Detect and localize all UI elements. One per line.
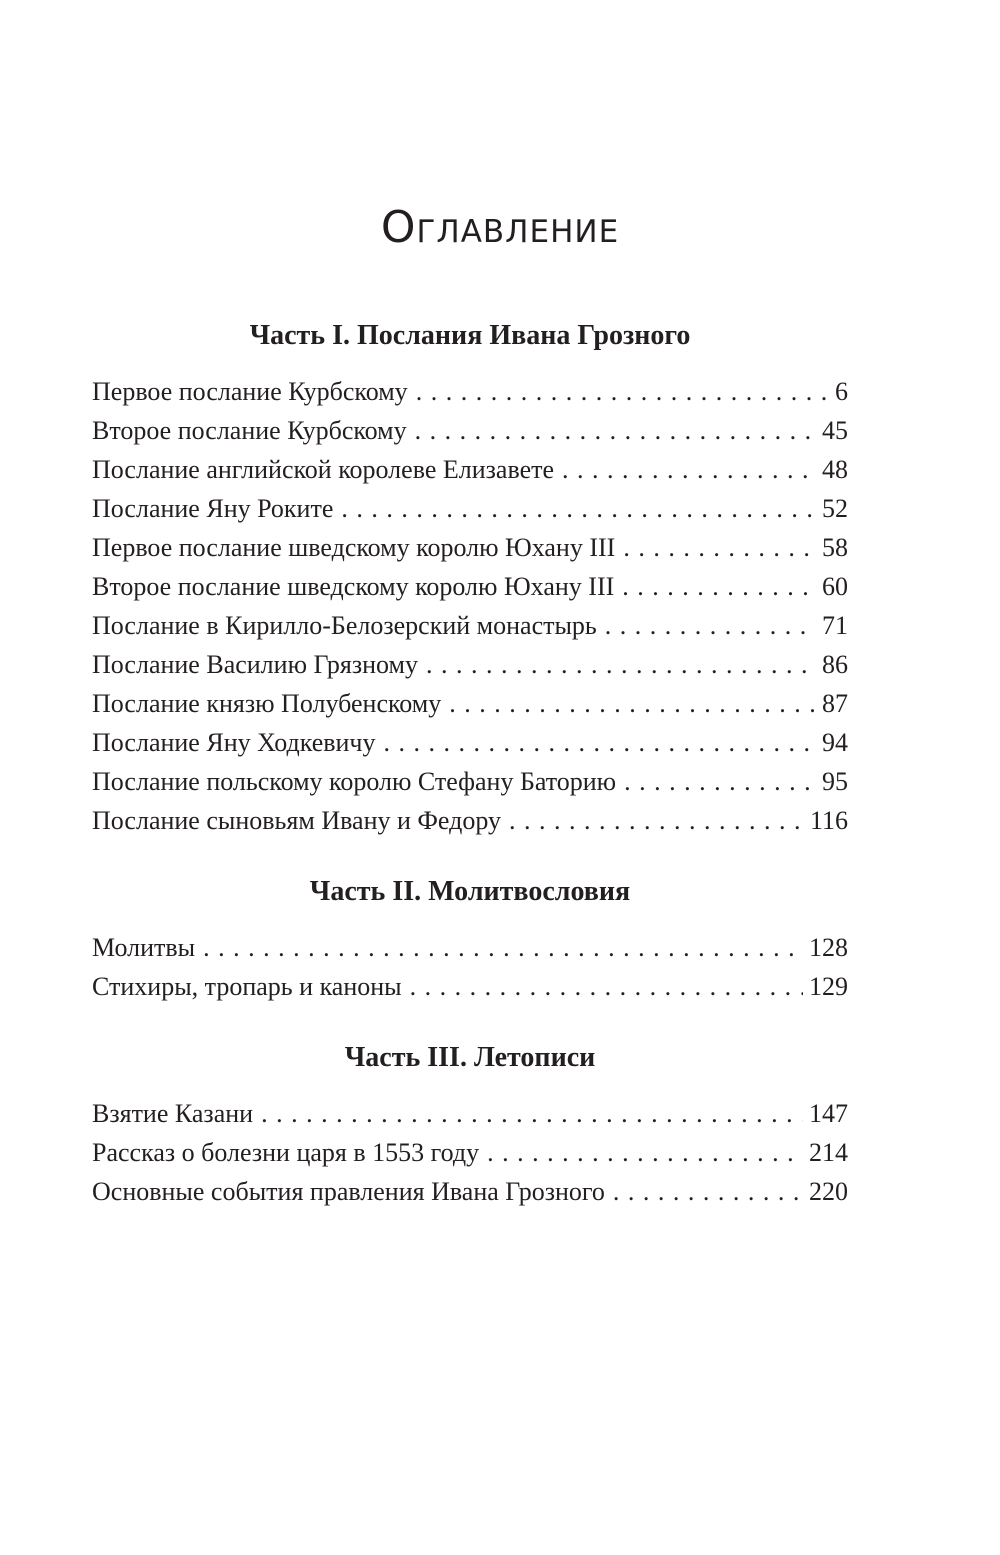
leader-dots (203, 928, 803, 967)
entry-page-number: 94 (822, 728, 848, 757)
section-part-1 (92, 318, 848, 840)
leader-dots (384, 723, 816, 762)
toc-entry[interactable] (92, 1094, 848, 1133)
toc-entry[interactable] (92, 606, 848, 645)
section-part-3 (92, 1040, 848, 1211)
toc-entry[interactable] (92, 645, 848, 684)
toc-entry[interactable] (92, 967, 848, 1006)
toc-entry[interactable] (92, 723, 848, 762)
toc-entry[interactable] (92, 801, 848, 840)
leader-dots (605, 606, 816, 645)
entry-list (92, 1094, 848, 1211)
entry-title: Послание в Кирилло-Белозерский монастырь (92, 611, 597, 640)
entry-title: Второе послание Курбскому (92, 416, 407, 445)
entry-page-number: 147 (809, 1099, 848, 1128)
entry-title: Первое послание шведскому королю Юхану III (92, 533, 616, 562)
leader-dots (410, 967, 803, 1006)
entry-title: Послание английской королеве Елизавете (92, 455, 555, 484)
entry-title: Молитвы (92, 933, 196, 962)
entry-page-number: 45 (822, 416, 848, 445)
toc-entry[interactable] (92, 928, 848, 967)
entry-title: Послание князю Полубенскому (92, 689, 442, 718)
leader-dots (622, 567, 816, 606)
leader-dots (509, 801, 804, 840)
toc-entry[interactable] (92, 450, 848, 489)
entry-page-number: 71 (822, 611, 848, 640)
entry-title: Стихиры, тропарь и каноны (92, 972, 402, 1001)
entry-page-number: 87 (822, 689, 848, 718)
toc-entry[interactable] (92, 489, 848, 528)
entry-title: Послание Василию Грязному (92, 650, 418, 679)
entry-page-number: 52 (822, 494, 848, 523)
entry-page-number: 220 (809, 1177, 848, 1206)
entry-title: Послание сыновьям Ивану и Федору (92, 806, 502, 835)
entry-page-number: 6 (835, 377, 848, 406)
entry-title: Послание Яну Роките (92, 494, 334, 523)
entry-title: Рассказ о болезни царя в 1553 году (92, 1138, 480, 1167)
leader-dots (415, 411, 816, 450)
section-heading: Часть III. Летописи (344, 1042, 596, 1073)
entry-page-number: 86 (822, 650, 848, 679)
entry-list (92, 928, 848, 1006)
leader-dots (613, 1172, 803, 1211)
toc-title: Оглавление (380, 202, 620, 253)
leader-dots (426, 645, 816, 684)
entry-page-number: 128 (809, 933, 848, 962)
section-part-2 (92, 874, 848, 1006)
toc-entry[interactable] (92, 372, 848, 411)
leader-dots (562, 450, 816, 489)
leader-dots (487, 1133, 803, 1172)
toc-entry[interactable] (92, 762, 848, 801)
toc-entry[interactable] (92, 567, 848, 606)
leader-dots (341, 489, 816, 528)
entry-page-number: 48 (822, 455, 848, 484)
entry-page-number: 129 (809, 972, 848, 1001)
entry-page-number: 116 (809, 806, 848, 835)
leader-dots (624, 762, 816, 801)
entry-title: Послание Яну Ходкевичу (92, 728, 376, 757)
entry-title: Первое послание Курбскому (92, 377, 408, 406)
entry-title: Основные события правления Ивана Грозного (92, 1177, 605, 1206)
entry-title: Послание польскому королю Стефану Баторию (92, 767, 617, 796)
entry-page-number: 95 (822, 767, 848, 796)
toc-entry[interactable] (92, 1172, 848, 1211)
entry-title: Взятие Казани (92, 1099, 254, 1128)
leader-dots (416, 372, 829, 411)
toc-entry[interactable] (92, 684, 848, 723)
entry-page-number: 60 (822, 572, 848, 601)
toc-entry[interactable] (92, 528, 848, 567)
section-heading: Часть II. Молитвословия (309, 876, 631, 907)
entry-page-number: 58 (822, 533, 848, 562)
toc-entry[interactable] (92, 411, 848, 450)
leader-dots (261, 1094, 803, 1133)
section-heading: Часть I. Послания Ивана Грозного (249, 320, 691, 351)
leader-dots (449, 684, 816, 723)
toc-entry[interactable] (92, 1133, 848, 1172)
entry-list (92, 372, 848, 840)
entry-page-number: 214 (809, 1138, 848, 1167)
entry-title: Второе послание шведскому королю Юхану III (92, 572, 615, 601)
leader-dots (623, 528, 816, 567)
